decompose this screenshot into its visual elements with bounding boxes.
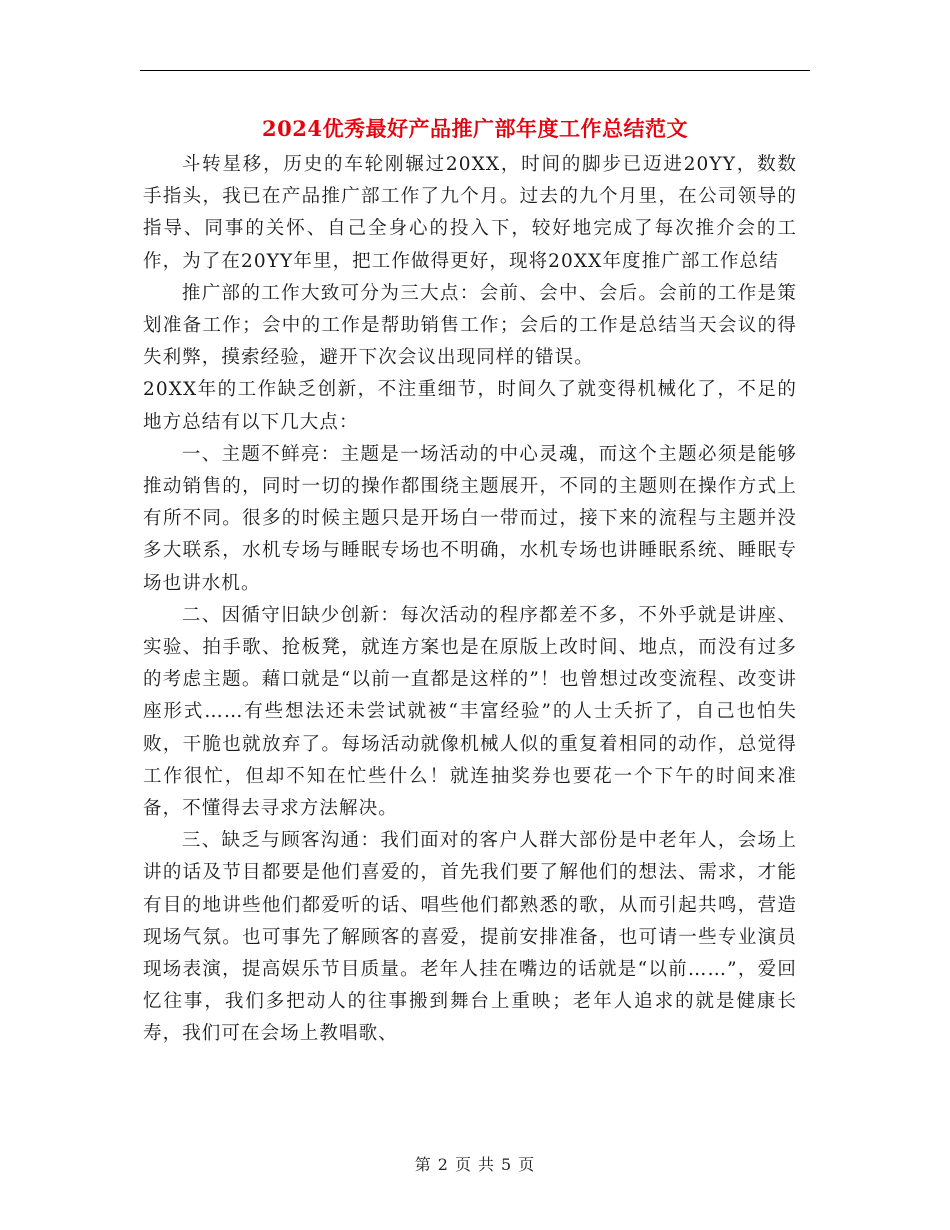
paragraph-point-3: 三、缺乏与顾客沟通：我们面对的客户人群大部份是中老年人，会场上讲的话及节目都要是他们喜爱的，首先我们要了解他们的想法、需求，才能有目的地讲些他们都爱听的话、唱些他们都熟悉的歌，从而引起共鸣，营造现场气氛。也可事先了解顾客的喜爱，提前安排准备，也可请一些专业演员现场表演，提高娱乐节目质量。老年人挂在嘴边的话就是“以前……”，爱回忆往事，我们多把动人的往事搬到舞台上重映；老年人追求的就是健康长寿，我们可在会场上教唱歌、 [143, 830, 797, 1045]
paragraph-overview: 推广部的工作大致可分为三大点：会前、会中、会后。会前的工作是策划准备工作；会中的工作是帮助销售工作；会后的工作是总结当天会议的得失利弊，摸索经验，避开下次会议出现同样的错误。 [143, 282, 797, 369]
document-title: 2024优秀最好产品推广部年度工作总结范文 [262, 116, 688, 141]
footer-suffix: 页 [518, 1155, 536, 1174]
page-total: 5 [501, 1155, 513, 1174]
paragraph-point-2: 二、因循守旧缺少创新：每次活动的程序都差不多，不外乎就是讲座、实验、拍手歌、抢板凳，就连方案也是在原版上改时间、地点，而没有过多的考虑主题。藉口就是“以前一直都是这样的”！也曾想过改变流程、改变讲座形式……有些想法还未尝试就被“丰富经验”的人士夭折了，自己也怕失败，干脆也就放弃了。每场活动就像机械人似的重复着相同的动作，总觉得工作很忙，但却不知在忙些什么！就连抽奖券也要花一个下午的时间来准备，不懂得去寻求方法解决。 [143, 604, 797, 820]
footer-middle: 页 共 [454, 1155, 496, 1174]
header-rule [140, 70, 810, 71]
paragraph-point-1: 一、主题不鲜亮：主题是一场活动的中心灵魂，而这个主题必须是能够推动销售的，同时一切的操作都围绕主题展开，不同的主题则在操作方式上有所不同。很多的时候主题只是开场白一带而过，接下来的流程与主题并没多大联系，水机专场与睡眠专场也不明确，水机专场也讲睡眠系统、睡眠专场也讲水机。 [143, 443, 797, 594]
paragraph-intro: 斗转星移，历史的车轮刚辗过20XX，时间的脚步已迈进20YY，数数手指头，我已在产品推广部工作了九个月。过去的九个月里，在公司领导的指导、同事的关怀、自己全身心的投入下，较好地完成了每次推介会的工作，为了在20YY年里，把工作做得更好，现将20XX年度推广部工作总结 [143, 154, 797, 272]
paragraph-shortcomings: 20XX年的工作缺乏创新，不注重细节，时间久了就变得机械化了，不足的地方总结有以下几大点： [143, 379, 797, 433]
page-number: 2 [437, 1155, 449, 1174]
footer-prefix: 第 [414, 1155, 432, 1174]
document-body [143, 149, 797, 1051]
page-footer [0, 1152, 950, 1175]
